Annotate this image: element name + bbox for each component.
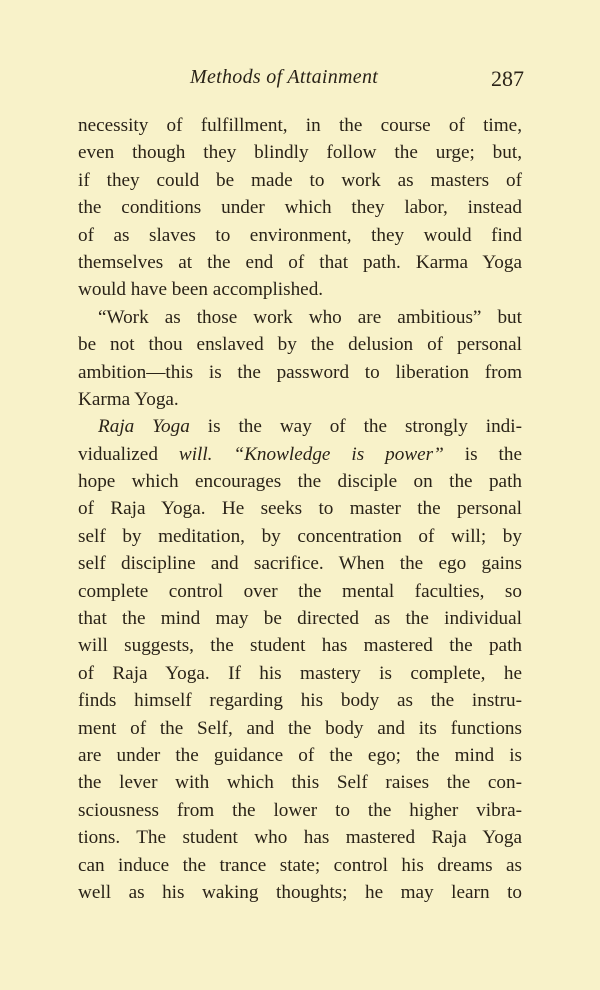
page-number: 287 bbox=[491, 66, 524, 91]
text-line bbox=[78, 112, 522, 139]
text-segment: is the bbox=[443, 443, 522, 465]
text-line bbox=[78, 276, 522, 303]
text-segment: “Work as those work who are ambitious” but bbox=[98, 306, 522, 328]
text-segment: Karma Yoga. bbox=[78, 388, 179, 410]
text-line bbox=[78, 769, 522, 796]
text-segment: self by meditation, by concentration of will; by bbox=[78, 525, 522, 547]
text-segment: of Raja Yoga. If his mastery is complete, he bbox=[78, 662, 522, 684]
text-segment: tions. The student who has mastered Raja Yoga bbox=[78, 827, 522, 849]
text-segment: be not thou enslaved by the delusion of personal bbox=[78, 334, 522, 356]
text-line bbox=[78, 742, 522, 769]
text-line bbox=[78, 222, 522, 249]
text-line bbox=[78, 797, 522, 824]
text-segment: of as slaves to environment, they would find bbox=[78, 224, 522, 246]
running-title: Methods of Attainment bbox=[190, 66, 379, 88]
text-line bbox=[78, 660, 522, 687]
text-segment: of Raja Yoga. He seeks to master the personal bbox=[78, 498, 522, 520]
text-segment: necessity of fulfillment, in the course of time, bbox=[78, 115, 522, 136]
text-segment: that the mind may be directed as the individual bbox=[78, 608, 522, 630]
text-segment: ambition—this is the password to liberation from bbox=[78, 361, 522, 383]
text-segment: if they could be made to work as masters of bbox=[78, 169, 522, 191]
text-line bbox=[78, 167, 522, 194]
text-segment: well as his waking thoughts; he may learn to bbox=[78, 881, 522, 903]
text-line bbox=[78, 523, 522, 550]
text-line bbox=[78, 441, 522, 468]
text-line bbox=[78, 879, 522, 906]
text-line bbox=[78, 386, 522, 413]
text-line bbox=[78, 139, 522, 166]
text-line bbox=[78, 304, 522, 331]
text-segment: themselves at the end of that path. Karma Yoga bbox=[78, 251, 522, 273]
text-line bbox=[78, 824, 522, 851]
text-line bbox=[78, 495, 522, 522]
text-segment: are under the guidance of the ego; the mind is bbox=[78, 744, 522, 766]
text-line bbox=[78, 331, 522, 358]
text-segment: the lever with which this Self raises the con- bbox=[78, 772, 522, 794]
text-segment: the conditions under which they labor, instead bbox=[78, 197, 522, 219]
text-segment: hope which encourages the disciple on the path bbox=[78, 471, 522, 493]
text-segment: vidualized bbox=[78, 443, 179, 465]
text-line bbox=[78, 249, 522, 276]
italic-text: will. “Knowledge is power” bbox=[178, 443, 444, 465]
text-segment: complete control over the mental faculties, so bbox=[78, 580, 522, 602]
text-line bbox=[78, 194, 522, 221]
text-segment: finds himself regarding his body as the instru- bbox=[78, 690, 522, 712]
body-text bbox=[78, 112, 522, 906]
text-segment: ment of the Self, and the body and its functions bbox=[78, 717, 522, 739]
italic-text: Raja Yoga bbox=[98, 416, 190, 438]
text-line bbox=[78, 550, 522, 577]
text-segment: self discipline and sacrifice. When the ego gains bbox=[78, 553, 522, 575]
text-line bbox=[78, 413, 522, 440]
text-segment: can induce the trance state; control his dreams as bbox=[78, 854, 522, 876]
text-segment: even though they blindly follow the urge; but, bbox=[78, 142, 522, 164]
text-line bbox=[78, 578, 522, 605]
running-header bbox=[78, 66, 524, 96]
text-line bbox=[78, 852, 522, 879]
text-line bbox=[78, 605, 522, 632]
text-segment: sciousness from the lower to the higher vibra- bbox=[78, 799, 522, 821]
text-line bbox=[78, 359, 522, 386]
text-segment: is the way of the strongly indi- bbox=[189, 416, 522, 438]
text-segment: would have been accomplished. bbox=[78, 279, 324, 301]
text-line bbox=[78, 715, 522, 742]
text-line bbox=[78, 468, 522, 495]
text-line bbox=[78, 687, 522, 714]
text-segment: will suggests, the student has mastered the path bbox=[78, 635, 522, 657]
text-line bbox=[78, 632, 522, 659]
